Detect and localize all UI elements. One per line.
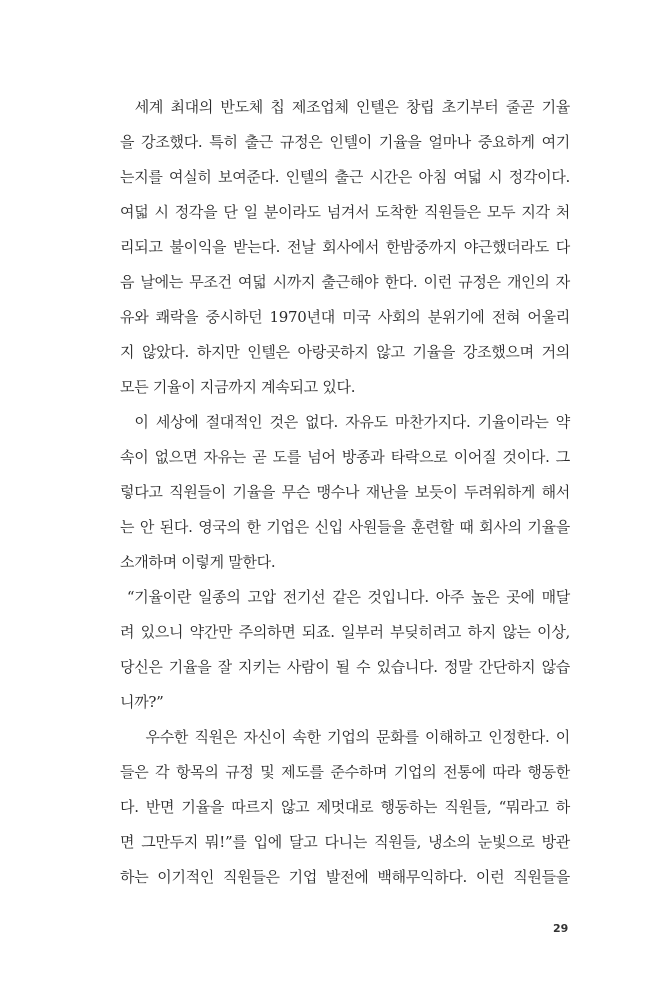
paragraph-good-employees [120,720,570,895]
text-line: 려 있으니 약간만 주의하면 되죠. 일부러 부딪히려고 하지 않는 이상, [120,623,570,641]
text-line: 면 그만두지 뭐!”를 입에 달고 다니는 직원들, 냉소의 눈빛으로 방관 [120,833,570,851]
text-line: 유와 쾌락을 중시하던 1970년대 미국 사회의 분위기에 전혀 어울리 [120,308,570,326]
text-line: 는 안 된다. 영국의 한 기업은 신입 사원들을 훈련할 때 회사의 기율을 [120,518,570,536]
text-line: 하는 이기적인 직원들은 기업 발전에 백해무익하다. 이런 직원들을 [120,868,570,886]
quote-block [120,580,570,720]
text-line: “기율이란 일종의 고압 전기선 같은 것입니다. 아주 높은 곳에 매달 [120,588,570,606]
paragraph-intel-discipline [120,90,570,405]
text-line: 이 세상에 절대적인 것은 없다. 자유도 마찬가지다. 기율이라는 약 [120,413,570,431]
text-line: 음 날에는 무조건 여덟 시까지 출근해야 한다. 이런 규정은 개인의 자 [120,273,570,291]
text-line: 속이 없으면 자유는 곧 도를 넘어 방종과 타락으로 이어질 것이다. 그 [120,448,570,466]
text-line: 지 않았다. 하지만 인텔은 아랑곳하지 않고 기율을 강조했으며 거의 [120,343,570,361]
text-line: 우수한 직원은 자신이 속한 기업의 문화를 이해하고 인정한다. 이 [120,728,570,746]
text-line: 는지를 여실히 보여준다. 인텔의 출근 시간은 아침 여덟 시 정각이다. [120,168,570,186]
text-line: 모든 기율이 지금까지 계속되고 있다. [120,378,356,396]
text-line: 여덟 시 정각을 단 일 분이라도 넘겨서 도착한 직원들은 모두 지각 처 [120,203,570,221]
section-freedom-discipline [120,405,570,895]
text-line: 소개하며 이렇게 말한다. [120,553,276,571]
page-number: 29 [553,922,569,935]
text-line: 리되고 불이익을 받는다. 전날 회사에서 한밤중까지 야근했더라도 다 [120,238,570,256]
text-line: 세계 최대의 반도체 칩 제조업체 인텔은 창립 초기부터 줄곧 기율 [120,98,570,116]
text-line: 다. 반면 기율을 따르지 않고 제멋대로 행동하는 직원들, “뭐라고 하 [120,798,570,816]
text-line: 당신은 기율을 잘 지키는 사람이 될 수 있습니다. 정말 간단하지 않습 [120,658,570,676]
text-line: 들은 각 항목의 규정 및 제도를 준수하며 기업의 전통에 따라 행동한 [120,763,570,781]
paragraph-freedom [120,405,570,580]
text-line: 렇다고 직원들이 기율을 무슨 맹수나 재난을 보듯이 두려워하게 해서 [120,483,570,501]
text-line: 니까?” [120,693,164,711]
text-line: 을 강조했다. 특히 출근 규정은 인텔이 기율을 얼마나 중요하게 여기 [120,133,570,151]
